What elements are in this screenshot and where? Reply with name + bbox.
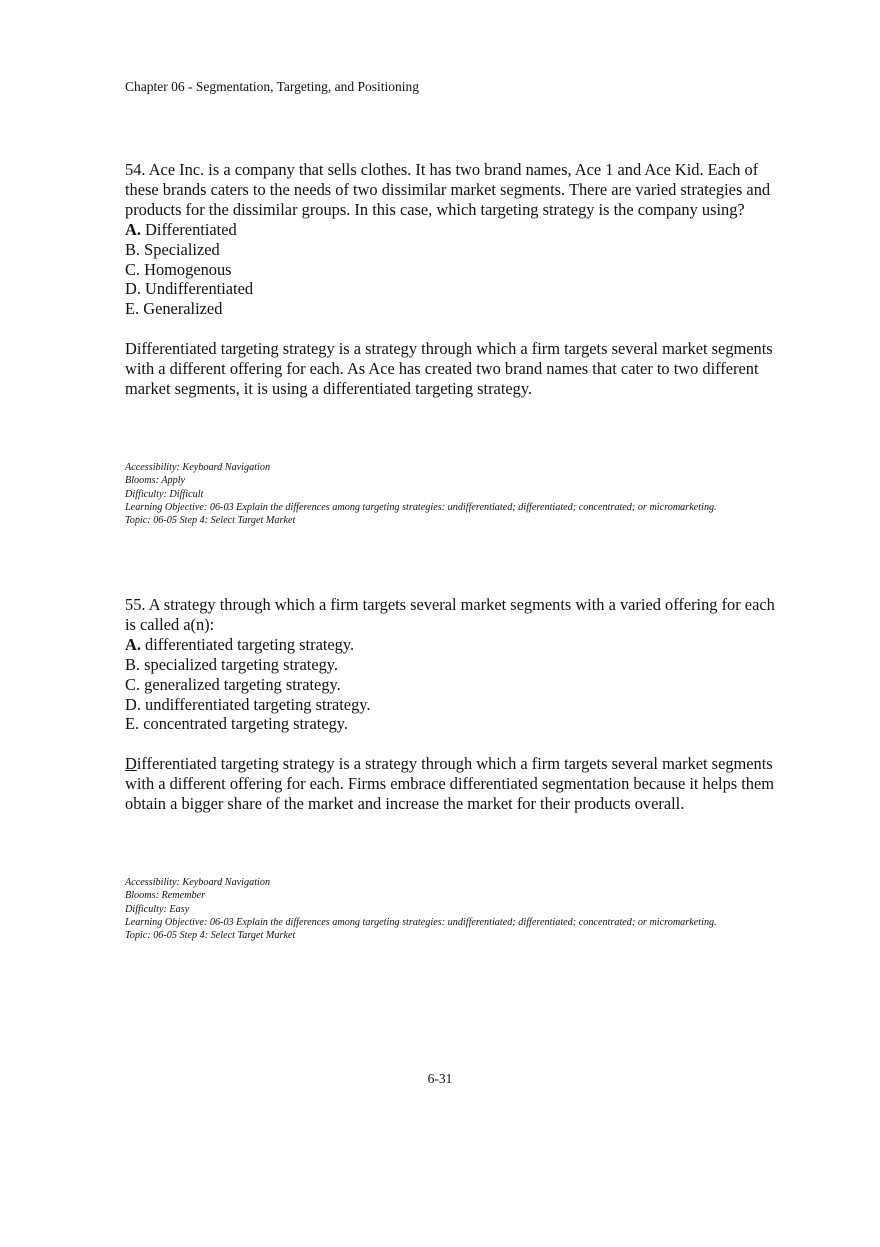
- answer-option-d: [125, 695, 785, 715]
- meta-topic: Topic: 06-05 Step 4: Select Target Market: [125, 930, 296, 942]
- meta-learning-objective: Learning Objective: 06-03 Explain the differences among targeting strategies: undifferentiated; differentiated; concentrated; or micromarketing.: [125, 501, 717, 513]
- question-stem: [125, 595, 785, 635]
- meta-difficulty: Difficulty: Easy: [125, 903, 190, 915]
- option-letter: E.: [125, 299, 140, 319]
- option-letter: E.: [125, 714, 140, 734]
- option-text: generalized targeting strategy.: [144, 674, 341, 694]
- answer-option-b: [125, 240, 785, 260]
- meta-blooms: Blooms: Remember: [125, 890, 206, 902]
- question-number: 55.: [125, 595, 146, 614]
- option-letter: B.: [125, 654, 141, 674]
- option-text: Generalized: [143, 299, 223, 319]
- chapter-header: Chapter 06 - Segmentation, Targeting, and Positioning: [125, 79, 420, 94]
- question-stem: [125, 160, 785, 220]
- option-letter: D.: [125, 279, 141, 299]
- question-55: [125, 595, 785, 943]
- answer-explanation: Differentiated targeting strategy is a strategy through which a firm targets several market segments with a different offering for each. As Ace has created two brand names that cater to two different market segments, it is using a differentiated targeting strategy.: [125, 339, 773, 399]
- question-54: [125, 160, 785, 527]
- option-letter: C.: [125, 674, 141, 694]
- answer-options: [125, 220, 785, 320]
- option-text: specialized targeting strategy.: [144, 654, 339, 674]
- meta-difficulty: Difficulty: Difficult: [125, 488, 204, 500]
- answer-option-a: [125, 220, 785, 240]
- option-letter: D.: [125, 694, 141, 714]
- answer-option-d: [125, 279, 785, 299]
- explanation-text: ifferentiated targeting strategy is a strategy through which a firm targets several market segments with a different offering for each. Firms embrace differentiated segmentation because it helps them obtain a bigger share of the market and increase the market for their products overall.: [125, 754, 775, 814]
- page-number: 6-31: [427, 1071, 453, 1086]
- option-letter: C.: [125, 259, 141, 279]
- option-text: Undifferentiated: [145, 279, 254, 299]
- option-text: Specialized: [144, 239, 220, 259]
- answer-explanation: [125, 754, 785, 814]
- meta-learning-objective: Learning Objective: 06-03 Explain the differences among targeting strategies: undifferentiated; differentiated; concentrated; or micromarketing.: [125, 916, 717, 928]
- meta-accessibility: Accessibility: Keyboard Navigation: [125, 461, 271, 473]
- option-text: concentrated targeting strategy.: [143, 714, 349, 734]
- meta-topic: Topic: 06-05 Step 4: Select Target Market: [125, 515, 296, 527]
- option-text: Homogenous: [144, 259, 232, 279]
- answer-option-a: [125, 635, 785, 655]
- option-letter: A.: [125, 634, 141, 654]
- answer-option-c: [125, 260, 785, 280]
- answer-option-b: [125, 655, 785, 675]
- question-metadata: [125, 461, 785, 527]
- option-text: differentiated targeting strategy.: [145, 634, 355, 654]
- explanation-lead-letter: D: [125, 754, 137, 774]
- option-letter: B.: [125, 239, 141, 259]
- question-metadata: [125, 876, 785, 942]
- answer-option-c: [125, 675, 785, 695]
- option-text: undifferentiated targeting strategy.: [145, 694, 371, 714]
- meta-blooms: Blooms: Apply: [125, 475, 186, 487]
- option-text: Differentiated: [145, 219, 237, 239]
- question-text: Ace Inc. is a company that sells clothes. It has two brand names, Ace 1 and Ace Kid. Each of these brands caters to the needs of two dissimilar market segments. There are varied strategies and products for the dissimilar groups. In this case, which targeting strategy is the company using?: [125, 160, 771, 219]
- option-letter: A.: [125, 219, 141, 239]
- answer-option-e: [125, 714, 785, 734]
- answer-option-e: [125, 299, 785, 319]
- meta-accessibility: Accessibility: Keyboard Navigation: [125, 877, 271, 889]
- answer-options: [125, 635, 785, 735]
- question-number: 54.: [125, 160, 146, 179]
- question-text: A strategy through which a firm targets several market segments with a varied offering for each is called a(n):: [125, 595, 775, 634]
